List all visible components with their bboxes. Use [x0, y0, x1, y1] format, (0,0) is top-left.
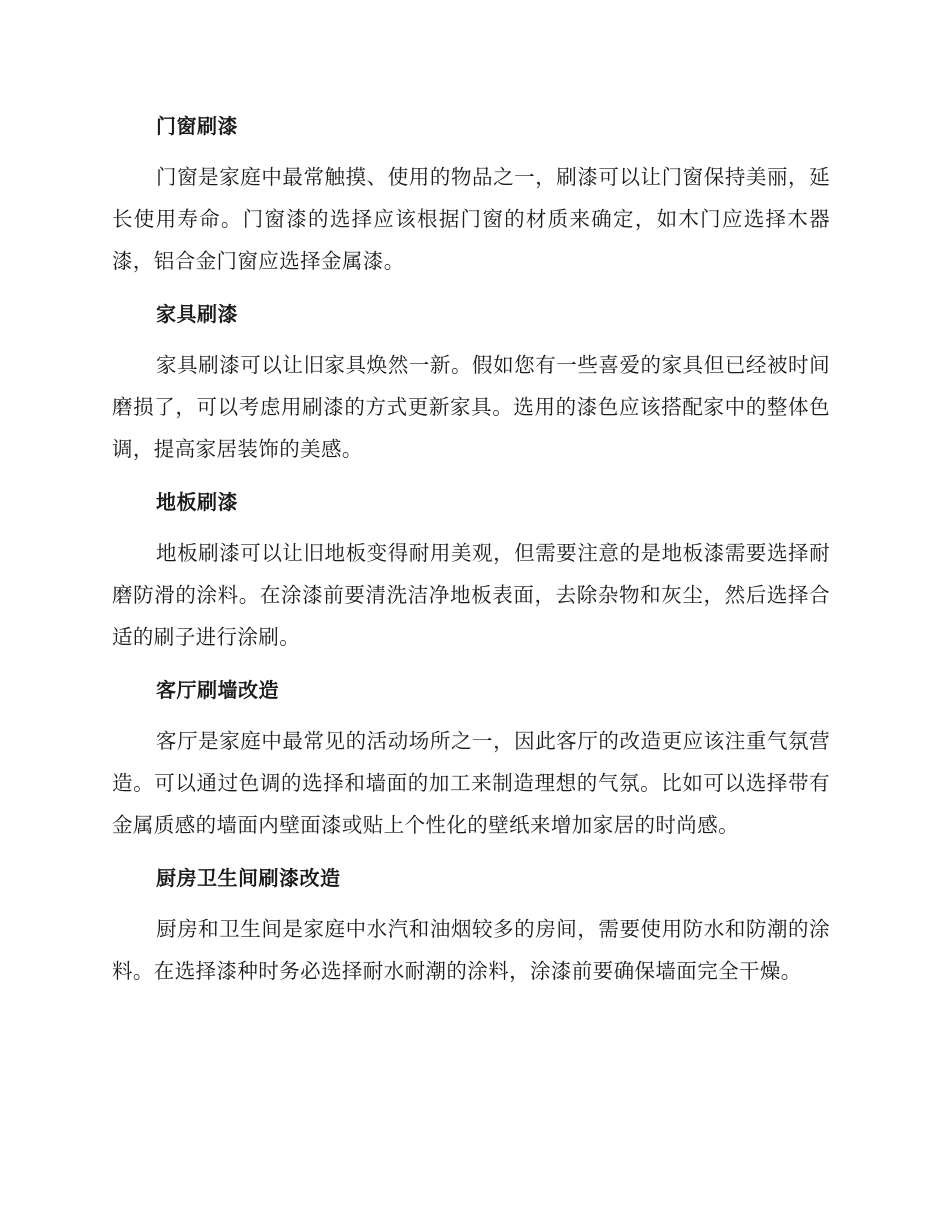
section-heading: 地板刷漆	[156, 490, 238, 514]
section-paragraph: 地板刷漆可以让旧地板变得耐用美观，但需要注意的是地板漆需要选择耐磨防滑的涂料。在涂漆前要清洗洁净地板表面，去除杂物和灰尘，然后选择合适的刷子进行涂刷。	[112, 541, 830, 649]
section-heading: 门窗刷漆	[156, 114, 238, 138]
section-heading: 厨房卫生间刷漆改造	[156, 866, 341, 890]
section-furniture	[112, 294, 830, 482]
section-heading: 客厅刷墙改造	[156, 678, 279, 702]
section-paragraph: 厨房和卫生间是家庭中水汽和油烟较多的房间，需要使用防水和防潮的涂料。在选择漆种时务必选择耐水耐潮的涂料，涂漆前要确保墙面完全干燥。	[112, 917, 830, 983]
section-kitchen-bathroom	[112, 858, 830, 992]
section-paragraph: 客厅是家庭中最常见的活动场所之一，因此客厅的改造更应该注重气氛营造。可以通过色调的选择和墙面的加工来制造理想的气氛。比如可以选择带有金属质感的墙面内壁面漆或贴上个性化的壁纸来增加家居的时尚感。	[112, 729, 830, 837]
section-doors-windows	[112, 106, 830, 294]
section-living-room	[112, 670, 830, 858]
section-heading: 家具刷漆	[156, 302, 238, 326]
document-page	[112, 106, 830, 992]
section-paragraph: 门窗是家庭中最常触摸、使用的物品之一，刷漆可以让门窗保持美丽，延长使用寿命。门窗漆的选择应该根据门窗的材质来确定，如木门应选择木器漆，铝合金门窗应选择金属漆。	[112, 165, 830, 273]
section-floor	[112, 482, 830, 670]
section-paragraph: 家具刷漆可以让旧家具焕然一新。假如您有一些喜爱的家具但已经被时间磨损了，可以考虑用刷漆的方式更新家具。选用的漆色应该搭配家中的整体色调，提高家居装饰的美感。	[112, 353, 830, 461]
